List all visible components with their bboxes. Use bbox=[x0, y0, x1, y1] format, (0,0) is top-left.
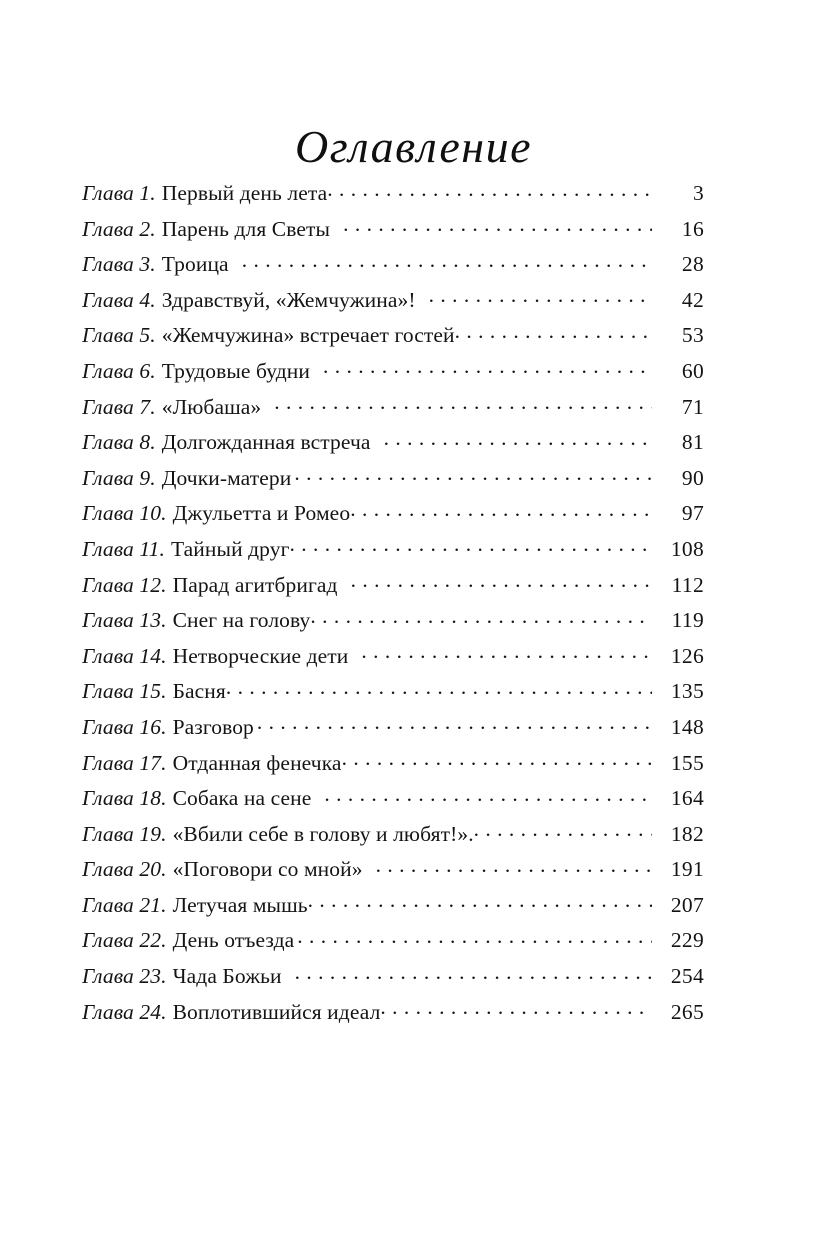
toc-entry-page-number: 126 bbox=[670, 643, 704, 668]
toc-entry-page-number: 42 bbox=[681, 287, 704, 312]
toc-dot-leader bbox=[290, 534, 652, 556]
toc-entry-chapter: Глава 18. bbox=[82, 786, 167, 811]
toc-entry-chapter: Глава 9. bbox=[82, 465, 156, 490]
toc-entry-title: Парад агитбригад bbox=[172, 572, 338, 597]
toc-entry-title: Нетворческие дети bbox=[172, 643, 349, 668]
toc-entry-title: Отданная фенечка bbox=[172, 750, 342, 775]
toc-dot-leader bbox=[257, 712, 652, 734]
toc-entry[interactable] bbox=[82, 247, 704, 283]
toc-entry[interactable] bbox=[82, 639, 704, 675]
toc-entry-chapter: Глава 4. bbox=[82, 287, 156, 312]
toc-entry-chapter: Глава 20. bbox=[82, 857, 167, 882]
toc-dot-leader bbox=[351, 570, 652, 592]
toc-entry[interactable] bbox=[82, 461, 704, 497]
toc-entry[interactable] bbox=[82, 425, 704, 461]
toc-dot-leader bbox=[242, 250, 652, 272]
toc-entry[interactable] bbox=[82, 817, 704, 853]
toc-entry-chapter: Глава 23. bbox=[82, 964, 167, 989]
toc-dot-leader bbox=[310, 606, 652, 628]
toc-entry-title: Долгожданная встреча bbox=[161, 430, 371, 455]
toc-entry-chapter: Глава 11. bbox=[82, 536, 165, 561]
toc-entry-title: Тайный друг bbox=[170, 536, 290, 561]
toc-entry[interactable] bbox=[82, 746, 704, 782]
toc-dot-leader bbox=[474, 819, 652, 841]
page-title: Оглавление bbox=[294, 120, 532, 172]
toc-entry-chapter: Глава 22. bbox=[82, 928, 167, 953]
toc-entry-chapter: Глава 19. bbox=[82, 821, 167, 846]
toc-entry[interactable] bbox=[82, 852, 704, 888]
toc-entry-title: «Жемчужина» встречает гостей bbox=[161, 323, 455, 348]
toc-entry-title: Джульетта и Ромео bbox=[172, 501, 351, 526]
toc-entry-page-number: 229 bbox=[670, 928, 704, 953]
table-of-contents-list bbox=[82, 176, 704, 1030]
toc-entry-title: «Поговори со мной» bbox=[172, 857, 363, 882]
toc-entry-page-number: 254 bbox=[670, 964, 704, 989]
toc-entry-title: «Вбили себе в голову и любят!». bbox=[172, 821, 474, 846]
toc-dot-leader bbox=[343, 214, 652, 236]
toc-entry-title: Собака на сене bbox=[172, 786, 312, 811]
toc-entry-chapter: Глава 5. bbox=[82, 323, 156, 348]
toc-entry-title: Дочки-матери bbox=[161, 465, 292, 490]
toc-dot-leader bbox=[274, 392, 652, 414]
toc-entry-chapter: Глава 16. bbox=[82, 714, 167, 739]
toc-entry-title: Троица bbox=[161, 252, 229, 277]
toc-dot-leader bbox=[342, 748, 652, 770]
toc-dot-leader bbox=[376, 855, 652, 877]
toc-entry[interactable] bbox=[82, 674, 704, 710]
toc-dot-leader bbox=[324, 784, 652, 806]
toc-entry-chapter: Глава 2. bbox=[82, 216, 156, 241]
toc-entry-page-number: 28 bbox=[681, 252, 704, 277]
toc-entry[interactable] bbox=[82, 923, 704, 959]
toc-entry-page-number: 53 bbox=[681, 323, 704, 348]
toc-entry-chapter: Глава 12. bbox=[82, 572, 167, 597]
toc-entry[interactable] bbox=[82, 176, 704, 212]
toc-dot-leader bbox=[380, 997, 652, 1019]
toc-dot-leader bbox=[429, 285, 652, 307]
toc-entry-page-number: 164 bbox=[670, 786, 704, 811]
toc-entry-chapter: Глава 15. bbox=[82, 679, 167, 704]
toc-dot-leader bbox=[297, 926, 652, 948]
toc-entry-chapter: Глава 14. bbox=[82, 643, 167, 668]
toc-entry-title: Летучая мышь bbox=[172, 892, 308, 917]
toc-entry-page-number: 90 bbox=[681, 465, 704, 490]
toc-dot-leader bbox=[323, 356, 652, 378]
toc-dot-leader bbox=[226, 677, 652, 699]
toc-entry-title: Чада Божьи bbox=[172, 964, 282, 989]
toc-dot-leader bbox=[294, 463, 652, 485]
toc-entry-title: «Любаша» bbox=[161, 394, 262, 419]
toc-dot-leader bbox=[327, 179, 652, 201]
toc-entry-page-number: 155 bbox=[670, 750, 704, 775]
toc-entry-title: Первый день лета bbox=[161, 181, 328, 205]
toc-entry-page-number: 265 bbox=[670, 999, 704, 1024]
toc-dot-leader bbox=[455, 321, 652, 343]
toc-entry-page-number: 3 bbox=[692, 181, 704, 205]
toc-entry-title: Трудовые будни bbox=[161, 358, 310, 383]
toc-entry-page-number: 148 bbox=[670, 714, 704, 739]
toc-dot-leader bbox=[384, 428, 652, 450]
toc-entry-chapter: Глава 6. bbox=[82, 358, 156, 383]
toc-entry-page-number: 119 bbox=[671, 608, 704, 633]
toc-dot-leader bbox=[308, 890, 652, 912]
toc-entry-page-number: 112 bbox=[671, 572, 704, 597]
toc-entry-title: Басня bbox=[172, 679, 226, 704]
toc-entry-chapter: Глава 13. bbox=[82, 608, 167, 633]
toc-dot-leader bbox=[295, 962, 652, 984]
toc-entry-chapter: Глава 10. bbox=[82, 501, 167, 526]
toc-entry-chapter: Глава 1. bbox=[82, 181, 156, 205]
toc-entry-page-number: 182 bbox=[670, 821, 704, 846]
toc-entry[interactable] bbox=[82, 318, 704, 354]
toc-entry-page-number: 191 bbox=[670, 857, 704, 882]
toc-dot-leader bbox=[350, 499, 652, 521]
toc-entry-title: Здравствуй, «Жемчужина»! bbox=[161, 287, 416, 312]
toc-entry-title: Разговор bbox=[172, 714, 254, 739]
toc-dot-leader bbox=[361, 641, 652, 663]
toc-entry[interactable] bbox=[82, 283, 704, 319]
toc-entry[interactable] bbox=[82, 959, 704, 995]
toc-entry-page-number: 16 bbox=[681, 216, 704, 241]
toc-entry-chapter: Глава 17. bbox=[82, 750, 167, 775]
toc-entry-chapter: Глава 24. bbox=[82, 999, 167, 1024]
toc-entry-chapter: Глава 3. bbox=[82, 252, 156, 277]
toc-entry-page-number: 81 bbox=[681, 430, 704, 455]
toc-entry-page-number: 97 bbox=[681, 501, 704, 526]
toc-entry-chapter: Глава 21. bbox=[82, 892, 167, 917]
toc-entry-page-number: 71 bbox=[681, 394, 704, 419]
toc-entry-chapter: Глава 8. bbox=[82, 430, 156, 455]
toc-entry[interactable] bbox=[82, 710, 704, 746]
toc-entry-title: Парень для Светы bbox=[161, 216, 331, 241]
toc-entry-page-number: 135 bbox=[670, 679, 704, 704]
toc-entry-page-number: 108 bbox=[670, 536, 704, 561]
toc-entry[interactable] bbox=[82, 496, 704, 532]
toc-entry-title: Воплотившийся идеал bbox=[172, 999, 381, 1024]
toc-entry-chapter: Глава 7. bbox=[82, 394, 156, 419]
toc-entry-page-number: 60 bbox=[681, 358, 704, 383]
toc-entry[interactable] bbox=[82, 888, 704, 924]
toc-entry[interactable] bbox=[82, 212, 704, 248]
toc-entry[interactable] bbox=[82, 568, 704, 604]
toc-entry[interactable] bbox=[82, 603, 704, 639]
toc-entry[interactable] bbox=[82, 354, 704, 390]
toc-entry-title: День отъезда bbox=[172, 928, 295, 953]
toc-entry[interactable] bbox=[82, 532, 704, 568]
toc-entry-title: Снег на голову bbox=[172, 608, 311, 633]
toc-entry[interactable] bbox=[82, 390, 704, 426]
toc-entry[interactable] bbox=[82, 781, 704, 817]
toc-entry[interactable] bbox=[82, 995, 704, 1031]
toc-entry-page-number: 207 bbox=[670, 892, 704, 917]
